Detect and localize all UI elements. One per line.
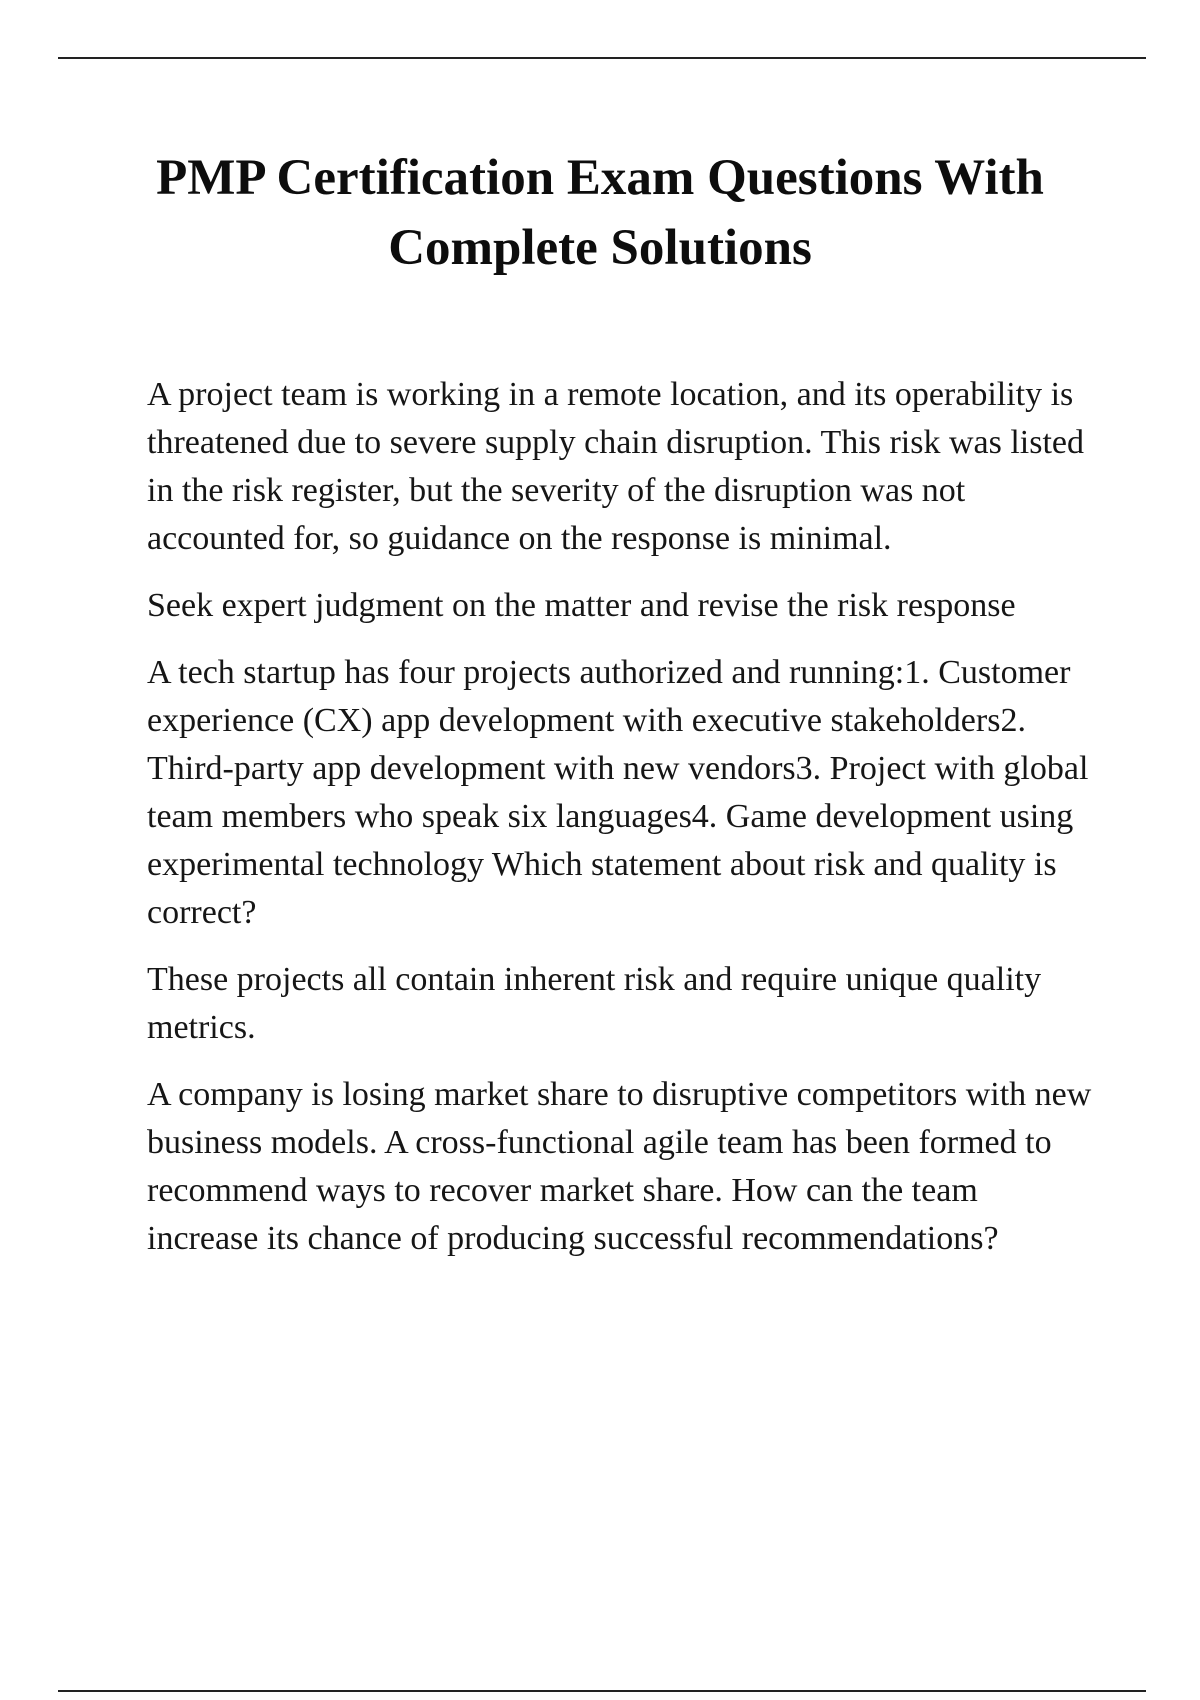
- title-line-1: PMP Certification Exam Questions With: [156, 150, 1044, 206]
- page-title: [100, 143, 1100, 283]
- answer-1: Seek expert judgment on the matter and revise the risk response: [147, 587, 1016, 624]
- top-divider: [58, 57, 1146, 59]
- answer-2: These projects all contain inherent risk and require unique quality metrics.: [147, 961, 1042, 1046]
- bottom-divider: [58, 1690, 1146, 1692]
- question-1: A project team is working in a remote location, and its operability is threatened due to severe supply chain disruption. This risk was listed in the risk register, but the severity of the disruption was not accounted for, so guidance on the response is minimal.: [147, 376, 1085, 557]
- question-2: A tech startup has four projects authorized and running:1. Customer experience (CX) app development with executive stakeholders2. Third-party app development with new vendors3. Project with global team members who speak six languages4. Game development using experimental technology Which statement about risk and quality is correct?: [147, 654, 1089, 931]
- question-3: A company is losing market share to disruptive competitors with new business models. A cross-functional agile team has been formed to recommend ways to recover market share. How can the team increase its chance of producing successful recommendations?: [147, 1076, 1092, 1257]
- document-body: [147, 371, 1097, 1282]
- title-line-2: Complete Solutions: [388, 220, 812, 276]
